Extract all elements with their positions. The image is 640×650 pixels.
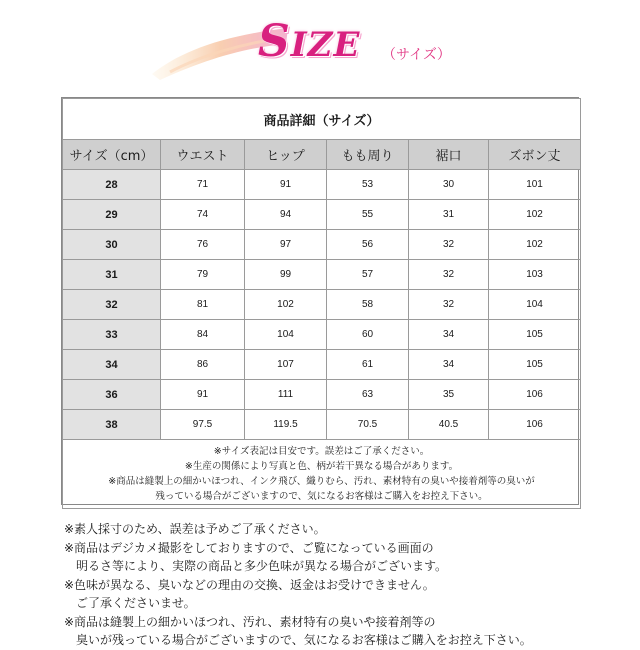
size-cell: 30 xyxy=(63,230,161,260)
measurement-cell: 103 xyxy=(489,260,581,290)
measurement-cell: 102 xyxy=(245,290,327,320)
table-header-row xyxy=(63,140,581,170)
table-caption: 商品詳細（サイズ） xyxy=(63,99,581,140)
measurement-cell: 55 xyxy=(327,200,409,230)
table-row xyxy=(63,380,581,410)
measurement-cell: 31 xyxy=(409,200,489,230)
measurement-cell: 105 xyxy=(489,350,581,380)
footer-note: 臭いが残っている場合がございますので、気になるお客様はご購入をお控え下さい。 xyxy=(76,633,532,647)
measurement-cell: 107 xyxy=(245,350,327,380)
size-header xyxy=(0,0,640,90)
measurement-cell: 104 xyxy=(489,290,581,320)
table-row xyxy=(63,230,581,260)
size-cell: 28 xyxy=(63,170,161,200)
size-title xyxy=(258,16,360,67)
column-header: 裾口 xyxy=(409,140,489,170)
table-row xyxy=(63,200,581,230)
measurement-cell: 70.5 xyxy=(327,410,409,440)
column-header: もも周り xyxy=(327,140,409,170)
table-row xyxy=(63,260,581,290)
measurement-cell: 32 xyxy=(409,290,489,320)
size-table-container xyxy=(61,97,579,505)
measurement-cell: 94 xyxy=(245,200,327,230)
table-row xyxy=(63,410,581,440)
measurement-cell: 79 xyxy=(161,260,245,290)
measurement-cell: 111 xyxy=(245,380,327,410)
measurement-cell: 101 xyxy=(489,170,581,200)
table-notes xyxy=(63,440,581,509)
footer-note: ※商品はデジカメ撮影をしておりますので、ご覧になっている画面の xyxy=(64,540,434,555)
size-cell: 31 xyxy=(63,260,161,290)
size-cell: 32 xyxy=(63,290,161,320)
measurement-cell: 63 xyxy=(327,380,409,410)
footer-note: ※素人採寸のため、誤差は予めご了承ください。 xyxy=(64,522,326,536)
size-table xyxy=(62,98,581,509)
table-row xyxy=(63,170,581,200)
measurement-cell: 40.5 xyxy=(409,410,489,440)
measurement-cell: 102 xyxy=(489,200,581,230)
footer-notes xyxy=(64,520,624,650)
measurement-cell: 34 xyxy=(409,320,489,350)
measurement-cell: 61 xyxy=(327,350,409,380)
table-note: ※商品は縫製上の細かいほつれ、インク飛び、織りむら、汚れ、素材特有の臭いや接着剤等の臭いが xyxy=(108,476,535,487)
table-row xyxy=(63,290,581,320)
table-row xyxy=(63,350,581,380)
footer-note: ※商品は縫製上の細かいほつれ、汚れ、素材特有の臭いや接着剤等の xyxy=(64,614,436,629)
measurement-cell: 105 xyxy=(489,320,581,350)
measurement-cell: 74 xyxy=(161,200,245,230)
measurement-cell: 71 xyxy=(161,170,245,200)
measurement-cell: 34 xyxy=(409,350,489,380)
size-subtitle: （サイズ） xyxy=(382,47,451,63)
column-header: サイズ（cm） xyxy=(63,140,161,170)
measurement-cell: 32 xyxy=(409,260,489,290)
measurement-cell: 30 xyxy=(409,170,489,200)
measurement-cell: 104 xyxy=(245,320,327,350)
measurement-cell: 32 xyxy=(409,230,489,260)
column-header: ズボン丈 xyxy=(489,140,581,170)
footer-note: 明るさ等により、実際の商品と多少色味が異なる場合がございます。 xyxy=(76,559,448,573)
measurement-cell: 81 xyxy=(161,290,245,320)
measurement-cell: 106 xyxy=(489,410,581,440)
measurement-cell: 57 xyxy=(327,260,409,290)
measurement-cell: 97.5 xyxy=(161,410,245,440)
size-title-big-letter: S xyxy=(258,16,291,67)
table-note: ※サイズ表記は目安です。誤差はご了承ください。 xyxy=(213,446,430,457)
measurement-cell: 97 xyxy=(245,230,327,260)
size-cell: 29 xyxy=(63,200,161,230)
table-note: ※生産の関係により写真と色、柄が若干異なる場合があります。 xyxy=(184,461,459,472)
size-cell: 33 xyxy=(63,320,161,350)
size-cell: 34 xyxy=(63,350,161,380)
table-note: 残っている場合がございますので、気になるお客様はご購入をお控え下さい。 xyxy=(155,491,488,502)
column-header: ヒップ xyxy=(245,140,327,170)
measurement-cell: 91 xyxy=(161,380,245,410)
measurement-cell: 60 xyxy=(327,320,409,350)
measurement-cell: 86 xyxy=(161,350,245,380)
measurement-cell: 84 xyxy=(161,320,245,350)
measurement-cell: 106 xyxy=(489,380,581,410)
table-row xyxy=(63,320,581,350)
measurement-cell: 99 xyxy=(245,260,327,290)
measurement-cell: 91 xyxy=(245,170,327,200)
size-cell: 38 xyxy=(63,410,161,440)
measurement-cell: 56 xyxy=(327,230,409,260)
measurement-cell: 102 xyxy=(489,230,581,260)
size-title-rest: IZE xyxy=(290,25,361,65)
measurement-cell: 35 xyxy=(409,380,489,410)
footer-note: ※色味が異なる、臭いなどの理由の交換、返金はお受けできません。 xyxy=(64,577,435,592)
measurement-cell: 58 xyxy=(327,290,409,320)
measurement-cell: 76 xyxy=(161,230,245,260)
column-header: ウエスト xyxy=(161,140,245,170)
footer-note: ご了承くださいませ。 xyxy=(76,596,196,610)
size-cell: 36 xyxy=(63,380,161,410)
measurement-cell: 119.5 xyxy=(245,410,327,440)
measurement-cell: 53 xyxy=(327,170,409,200)
